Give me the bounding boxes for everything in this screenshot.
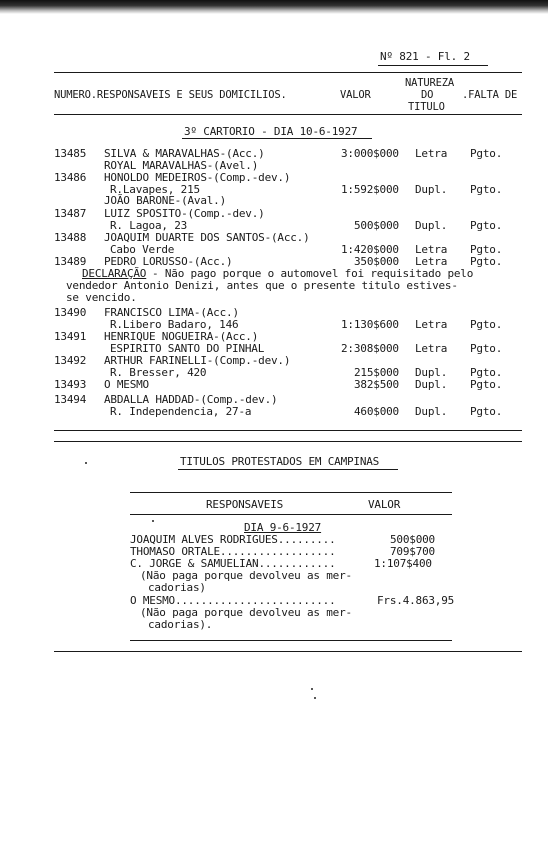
entry-natureza: Letra (415, 342, 448, 355)
campinas-row-valor: 709$700 (390, 545, 435, 558)
entry-line: R.Libero Badaro, 146 (110, 318, 239, 331)
campinas-col-responsaveis: RESPONSAVEIS (206, 498, 284, 511)
campinas-row-valor: 1:107$400 (374, 557, 432, 570)
entry-falta: Pgto. (470, 255, 503, 268)
entry-line: Cabo Verde (110, 243, 175, 256)
campinas-row-text: JOAQUIM ALVES RODRIGUES......... (130, 533, 336, 546)
entry-natureza: Dupl. (415, 366, 448, 379)
entry-line: HONOLDO MEDEIROS-(Comp.-dev.) (104, 171, 291, 184)
section-title: 3º CARTORIO - DIA 10-6-1927 (184, 125, 358, 138)
entry-number: 13492 (54, 354, 87, 367)
campinas-row-valor: Frs.4.863,95 (377, 594, 455, 607)
entry-number: 13489 (54, 255, 87, 268)
entry-falta: Pgto. (470, 318, 503, 331)
entry-natureza: Letra (415, 318, 448, 331)
campinas-note-line: cadorias). (148, 618, 213, 631)
entry-falta: Pgto. (470, 366, 503, 379)
entry-number: 13490 (54, 306, 87, 319)
entry-valor: 3:000$000 (341, 147, 399, 160)
entry-line: R.Lavapes, 215 (110, 183, 200, 196)
section-end-rule (54, 430, 522, 431)
entry-natureza: Letra (415, 147, 448, 160)
entry-falta: Pgto. (470, 378, 503, 391)
entry-line: ARTHUR FARINELLI-(Comp.-dev.) (104, 354, 291, 367)
entry-line: ROYAL MARAVALHAS-(Avel.) (104, 159, 259, 172)
campinas-table-bottom-rule (130, 640, 452, 641)
col-valor: VALOR (340, 89, 371, 101)
campinas-header-rule (130, 514, 452, 515)
campinas-table-top-rule (130, 492, 452, 493)
header-bottom-rule (54, 114, 522, 115)
entry-line: JOÃO BARONE-(Aval.) (104, 194, 227, 207)
declaracao-label: DECLARAÇÃO (82, 267, 147, 280)
entry-valor: 500$000 (354, 219, 399, 232)
entry-line: HENRIQUE NOGUEIRA-(Acc.) (104, 330, 259, 343)
entry-valor: 215$000 (354, 366, 399, 379)
entry-number: 13487 (54, 207, 87, 220)
entry-falta: Pgto. (470, 342, 503, 355)
scan-speck (311, 688, 313, 690)
entry-line: ABDALLA HADDAD-(Comp.-dev.) (104, 393, 278, 406)
col-natureza-1: NATUREZA (405, 77, 454, 89)
campinas-title-underline (178, 469, 398, 470)
entry-natureza: Dupl. (415, 219, 448, 232)
campinas-row-text: O MESMO......................... (130, 594, 336, 607)
section-title-underline (182, 138, 372, 139)
col-falta: .FALTA DE (462, 89, 518, 101)
entry-valor: 2:308$000 (341, 342, 399, 355)
entry-natureza: Dupl. (415, 378, 448, 391)
campinas-date: DIA 9-6-1927 (244, 521, 322, 534)
declaracao-line: - Não pago porque o automovel foi requisitado pelo (152, 267, 474, 280)
scan-speck (314, 697, 316, 699)
campinas-note-line: cadorias) (148, 581, 206, 594)
header-top-rule (54, 72, 522, 73)
entry-line: JOAQUIM DUARTE DOS SANTOS-(Acc.) (104, 231, 310, 244)
entry-valor: 460$000 (354, 405, 399, 418)
campinas-col-valor: VALOR (368, 498, 401, 511)
campinas-row-valor: 500$000 (390, 533, 435, 546)
entry-line: LUIZ SPOSITO-(Comp.-dev.) (104, 207, 265, 220)
entry-falta: Pgto. (470, 243, 503, 256)
entry-valor: 1:130$600 (341, 318, 399, 331)
scan-speck (85, 462, 87, 464)
entry-line: R. Lagoa, 23 (110, 219, 188, 232)
entry-line: SILVA & MARAVALHAS-(Acc.) (104, 147, 265, 160)
entry-falta: Pgto. (470, 405, 503, 418)
entry-line: PEDRO LORUSSO-(Acc.) (104, 255, 233, 268)
entry-number: 13485 (54, 147, 87, 160)
entry-number: 13494 (54, 393, 87, 406)
page-reference: Nº 821 - Fl. 2 (380, 50, 470, 63)
entry-valor: 350$000 (354, 255, 399, 268)
entry-number: 13493 (54, 378, 87, 391)
entry-falta: Pgto. (470, 219, 503, 232)
scan-speck (152, 520, 154, 522)
col-numero: NUMERO.RESPONSAVEIS E SEUS DOMICILIOS. (54, 89, 287, 101)
entry-number: 13488 (54, 231, 87, 244)
entry-line: FRANCISCO LIMA-(Acc.) (104, 306, 239, 319)
entry-natureza: Letra (415, 255, 448, 268)
entry-line: R. Independencia, 27-a (110, 405, 252, 418)
entry-natureza: Dupl. (415, 183, 448, 196)
entry-line: O MESMO (104, 378, 149, 391)
entry-valor: 1:420$000 (341, 243, 399, 256)
entry-line: ESPIRITO SANTO DO PINHAL (110, 342, 265, 355)
col-natureza-2: DO (421, 89, 434, 101)
entry-falta: Pgto. (470, 147, 503, 160)
scan-top-edge (0, 0, 548, 14)
entry-valor: 382$500 (354, 378, 399, 391)
declaracao-line: se vencido. (66, 291, 137, 304)
campinas-note-line: (Não paga porque devolveu as mer- (140, 569, 352, 582)
entry-number: 13491 (54, 330, 87, 343)
entry-line: R. Bresser, 420 (110, 366, 207, 379)
entry-natureza: Dupl. (415, 405, 448, 418)
entry-number: 13486 (54, 171, 87, 184)
campinas-title: TITULOS PROTESTADOS EM CAMPINAS (180, 455, 380, 468)
entry-valor: 1:592$000 (341, 183, 399, 196)
col-natureza-3: TITULO (408, 101, 445, 113)
campinas-row-text: THOMASO ORTALE.................. (130, 545, 336, 558)
section-end-rule-2 (54, 441, 522, 442)
campinas-row-text: C. JORGE & SAMUELIAN............ (130, 557, 336, 570)
page-ref-rule (378, 65, 488, 66)
campinas-note-line: (Não paga porque devolveu as mer- (140, 606, 352, 619)
declaracao-line: vendedor Antonio Denizi, antes que o presente titulo estives- (66, 279, 458, 292)
page-end-rule (54, 651, 522, 652)
entry-falta: Pgto. (470, 183, 503, 196)
entry-natureza: Letra (415, 243, 448, 256)
